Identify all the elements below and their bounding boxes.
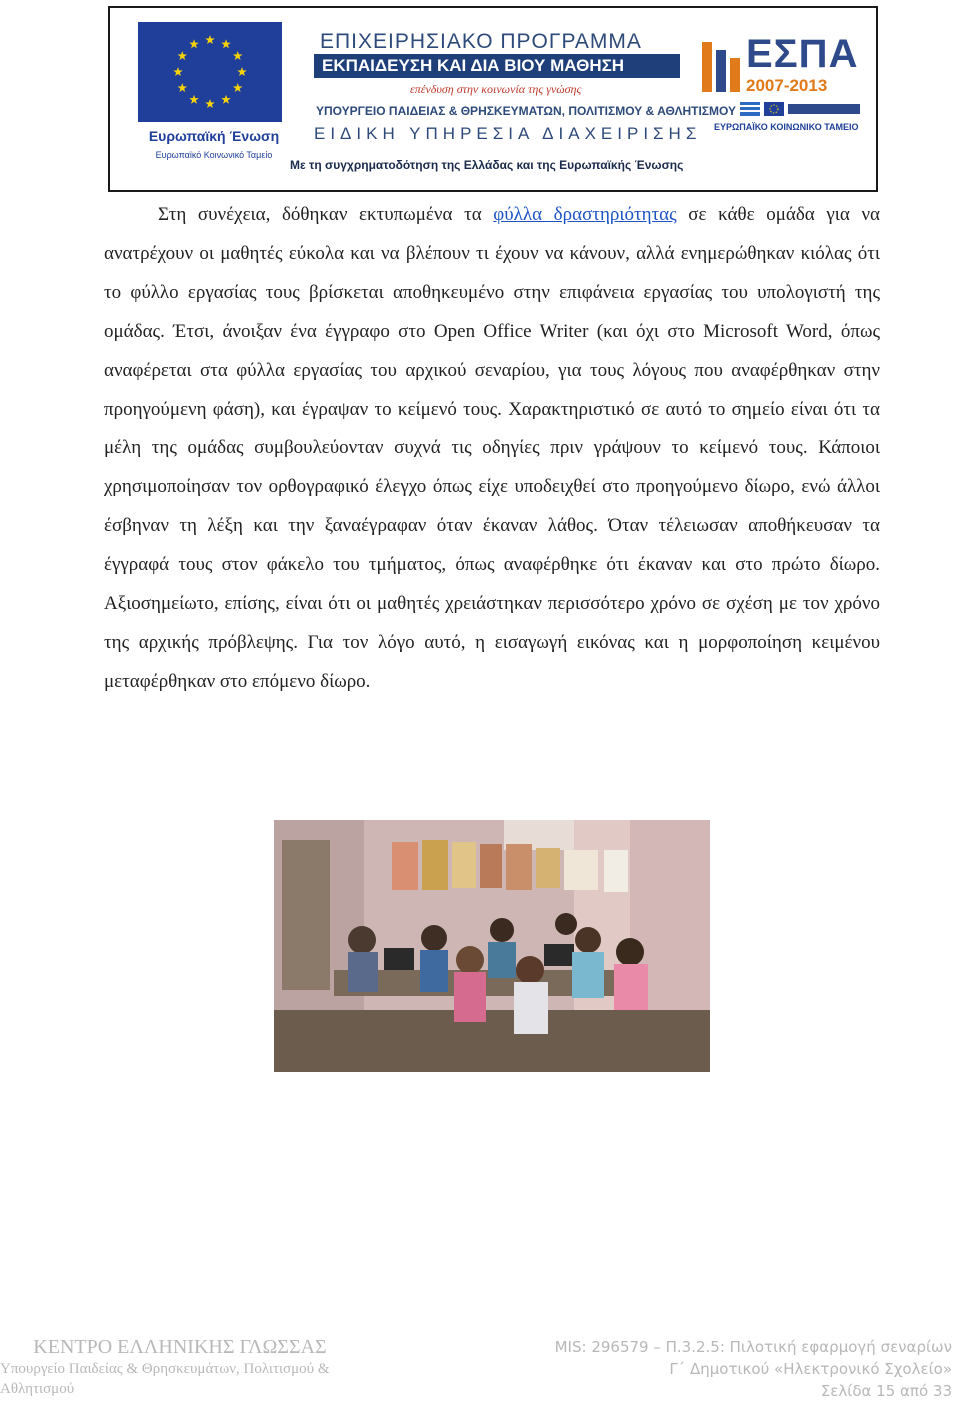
espa-mark-icon [700,38,742,96]
footer-right [532,1336,952,1402]
ministry-name: ΥΠΟΥΡΓΕΙΟ ΠΑΙΔΕΙΑΣ & ΘΡΗΣΚΕΥΜΑΤΩΝ, ΠΟΛΙΤΙΣΜΟΥ & ΑΘΛΗΤΙΣΜΟΥ [316,104,736,118]
footer-left [0,1336,380,1399]
eu-star-icon [178,51,188,60]
paragraph-text-rest: σε κάθε ομάδα για να ανατρέχουν οι μαθητές εύκολα και να βλέπουν τι έχουν να κάνουν, αλλά ενημερώθηκαν κιόλας ότι το φύλλο εργασίας τους βρίσκεται αποθηκευμένο στην επιφάνεια εργασίας του υπολογιστή της ομάδας. Έτσι, άνοιξαν ένα έγγραφο στο Open Office Writer (και όχι στο Microsoft Word, όπως αναφέρεται στα φύλλα εργασίας του αρχικού σεναρίου, για τους λόγους που αναφέρθηκαν στην προηγούμενη φάση), και έγραψαν το κείμενό τους. Χαρακτηριστικό σε αυτό το σημείο είναι ότι τα μέλη της ομάδας συμβουλεύονταν συχνά τις οδηγίες πριν γράψουν το κείμενό τους. Κάποιοι χρησιμοποίησαν τον ορθογραφικό έλεγχο όπως είχε υποδειχθεί στο προηγούμενο δίωρο, ενώ άλλοι έσβηναν τη λέξη και την ξαναέγραφαν όταν έκαναν λάθος. Όταν τέλειωσαν αποθήκευσαν τα έγγραφά τους στον φάκελο του τμήματος, όπως αναφέρθηκε ότι έκαναν και στο πρώτο δίωρο. Αξιοσημείωτο, επίσης, είναι ότι οι μαθητές χρειάστηκαν περισσότερο χρόνο σε σχέση με τον χρόνο της αρχικής πρόβλεψης. Για τον λόγο αυτό, η εισαγωγή εικόνας και η μορφοποίηση κειμένου μεταφέρθηκαν στο επόμενο δίωρο. [104,204,880,692]
eu-star-icon [189,39,199,48]
eu-star-icon [173,67,183,76]
body-paragraph [104,196,880,702]
eu-star-icon [189,95,199,104]
espa-fund: ΕΥΡΩΠΑΪΚΟ ΚΟΙΝΩΝΙΚΟ ΤΑΜΕΙΟ [714,122,859,132]
eu-star-icon [221,39,231,48]
eu-star-icon [233,83,243,92]
espa-logo [700,28,860,138]
footer-school: Γ΄ Δημοτικού «Ηλεκτρονικό Σχολείο» [669,1360,952,1378]
program-name: ΕΚΠΑΙΔΕΥΣΗ ΚΑΙ ΔΙΑ ΒΙΟΥ ΜΑΘΗΣΗ [314,54,680,78]
flags-icon [740,102,860,116]
footer-mis: MIS: 296579 – Π.3.2.5: Πιλοτική εφαρμογή σεναρίων [554,1338,952,1356]
eu-title: Ευρωπαϊκή Ένωση [148,128,280,144]
activity-sheets-link[interactable]: φύλλα δραστηριότητας [493,204,677,225]
eu-subtitle: Ευρωπαϊκό Κοινωνικό Ταμείο [155,150,273,160]
espa-title: ΕΣΠΑ [746,32,859,76]
eu-flag-icon [138,22,282,122]
classroom-photo [274,820,710,1072]
program-title: ΕΠΙΧΕΙΡΗΣΙΑΚΟ ΠΡΟΓΡΑΜΜΑ [320,30,642,53]
eu-star-icon [178,83,188,92]
cofunding-note: Με τη συγχρηματοδότηση της Ελλάδας και της Ευρωπαϊκής Ένωσης [290,158,684,172]
footer-organization: ΚΕΝΤΡΟ ΕΛΛΗΝΙΚΗΣ ΓΛΩΣΣΑΣ [33,1336,327,1358]
eu-star-icon [237,67,247,76]
paragraph-text-start: Στη συνέχεια, δόθηκαν εκτυπωμένα τα [158,204,494,225]
header-banner [108,6,878,192]
espa-years: 2007-2013 [746,76,828,95]
eu-star-icon [205,99,215,108]
eu-star-icon [205,35,215,44]
page-number: Σελίδα 15 από 33 [820,1382,952,1400]
footer-ministry: Υπουργείο Παιδείας & Θρησκευμάτων, Πολιτισμού & Αθλητισμού [0,1361,330,1397]
eu-star-icon [233,51,243,60]
eu-star-icon [221,95,231,104]
program-tagline: επένδυση στην κοινωνία της γνώσης [410,82,582,96]
managing-authority: ΕΙΔΙΚΗ ΥΠΗΡΕΣΙΑ ΔΙΑΧΕΙΡΙΣΗΣ [314,124,702,143]
